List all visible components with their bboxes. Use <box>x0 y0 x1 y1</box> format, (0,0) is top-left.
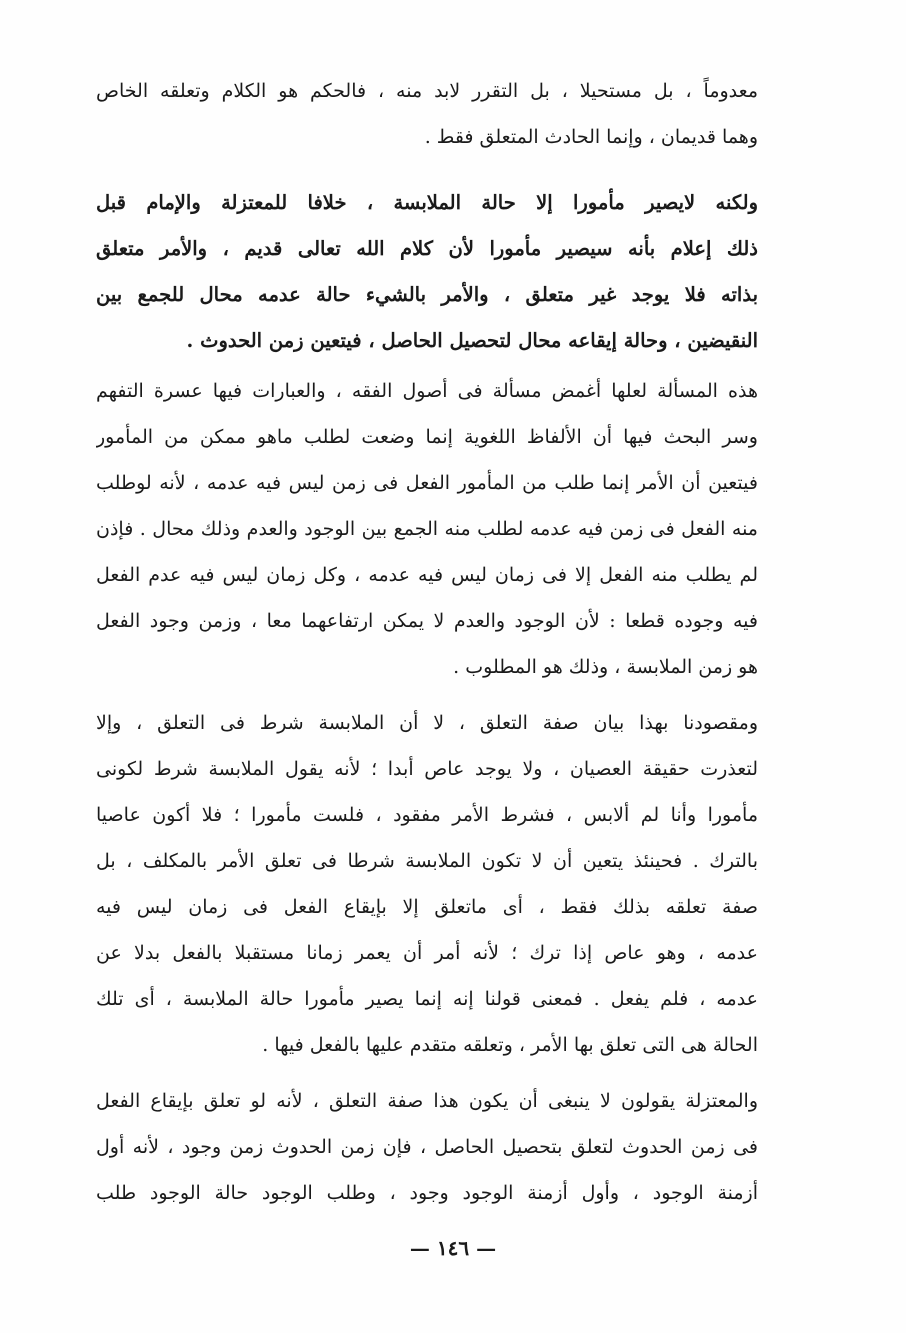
text-line: وسر البحث فيها أن الألفاظ اللغوية إنما وضعت لطلب ماهو ممكن من المأمور <box>96 426 758 448</box>
text-line: والمعتزلة يقولون لا ينبغى أن يكون هذا صفة التعلق ، لأنه لو تعلق بإيقاع الفعل <box>96 1090 758 1112</box>
text-line: فى زمن الحدوث لتعلق بتحصيل الحاصل ، فإن زمن الحدوث زمن وجود ، لأنه أول <box>96 1136 758 1158</box>
paragraph-3 <box>96 368 758 690</box>
text-line: معدوماً ، بل مستحيلا ، بل التقرر لابد منه ، فالحكم هو الكلام وتعلقه الخاص <box>96 80 758 102</box>
text-line: أزمنة الوجود ، وأول أزمنة الوجود وجود ، وطلب الوجود حالة الوجود طلب <box>96 1182 758 1204</box>
text-line: عدمه ، وهو عاص إذا ترك ؛ لأنه أمر أن يعمر زمانا مستقبلا بالفعل بدلا عن <box>96 942 758 964</box>
paragraph-1 <box>96 68 758 160</box>
text-line: هذه المسألة لعلها أغمض مسألة فى أصول الفقه ، والعبارات فيها عسرة التفهم <box>96 380 758 402</box>
text-line: لتعذرت حقيقة العصيان ، ولا يوجد عاص أبدا ؛ لأنه يقول الملابسة شرط لكونى <box>96 758 758 780</box>
text-line: بذاته فلا يوجد غير متعلق ، والأمر بالشيء حالة عدمه محال للجمع بين <box>96 283 758 306</box>
paragraph-5 <box>96 1078 758 1216</box>
text-line: ولكنه لايصير مأمورا إلا حالة الملابسة ، خلافا للمعتزلة والإمام قبل <box>96 191 758 214</box>
text-line: الحالة هى التى تعلق بها الأمر ، وتعلقه متقدم عليها بالفعل فيها . <box>262 1034 758 1056</box>
page-number: — ١٤٦ — <box>409 1236 497 1260</box>
text-line: صفة تعلقه بذلك فقط ، أى ماتعلق إلا بإيقاع الفعل فى زمان ليس فيه <box>96 896 758 918</box>
text-line: النقيضين ، وحالة إيقاعه محال لتحصيل الحاصل ، فيتعين زمن الحدوث . <box>186 329 758 352</box>
text-line: فيتعين أن الأمر إنما طلب من المأمور الفعل فى زمن ليس فيه عدمه ، لأنه لوطلب <box>96 472 758 494</box>
text-line: ذلك إعلام بأنه سيصير مأمورا لأن كلام الله تعالى قديم ، والأمر متعلق <box>96 237 758 260</box>
text-line: هو زمن الملابسة ، وذلك هو المطلوب . <box>453 656 758 678</box>
text-line: بالترك . فحينئذ يتعين أن لا تكون الملابسة شرطا فى تعلق الأمر بالمكلف ، بل <box>96 850 758 872</box>
text-line: منه الفعل فى زمن فيه عدمه لطلب منه الجمع بين الوجود والعدم وذلك محال . فإذن <box>96 518 758 540</box>
text-line: لم يطلب منه الفعل إلا فى زمان ليس فيه عدمه ، وكل زمان ليس فيه عدم الفعل <box>96 564 758 586</box>
text-line: ومقصودنا بهذا بيان صفة التعلق ، لا أن الملابسة شرط فى التعلق ، وإلا <box>96 712 758 734</box>
text-line: وهما قديمان ، وإنما الحادث المتعلق فقط . <box>424 126 758 148</box>
text-line: مأمورا وأنا لم ألابس ، فشرط الأمر مفقود ، فلست مأمورا ؛ فلا أكون عاصيا <box>96 804 758 826</box>
text-line: فيه وجوده قطعا : لأن الوجود والعدم لا يمكن ارتفاعهما معا ، وزمن وجود الفعل <box>96 610 758 632</box>
paragraph-2-matn <box>96 180 758 364</box>
text-line: عدمه ، فلم يفعل . فمعنى قولنا إنه إنما يصير مأمورا حالة الملابسة ، أى تلك <box>96 988 758 1010</box>
paragraph-4 <box>96 700 758 1068</box>
